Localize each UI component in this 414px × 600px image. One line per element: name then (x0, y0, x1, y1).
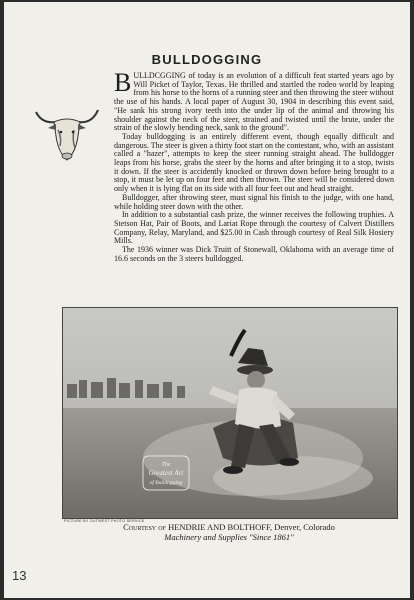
paragraph-5: The 1936 winner was Dick Truitt of Stonewall, Oklahoma with an average time of 16.6 seconds on the 3 steers bulldogged. (114, 245, 394, 263)
page-title: BULLDOGGING (151, 52, 263, 67)
bulldogging-photo (62, 307, 398, 519)
document-page (4, 2, 410, 598)
page-number: 13 (12, 568, 27, 583)
drop-cap: B (114, 68, 132, 97)
paragraph-3: Bulldogger, after throwing steer, must signal his finish to the judge, with one hand, while holding steer down with the other. (114, 192, 394, 211)
watermark-line-2: Greatest Art (148, 469, 184, 477)
steer-head-illustration (32, 102, 102, 164)
courtesy-block (62, 522, 396, 542)
watermark-line-3: of Bulldogging (149, 480, 183, 486)
courtesy-name: HENDRIE AND BOLTHOFF, Denver, Colorado (168, 522, 335, 532)
watermark-line-1: The (161, 462, 171, 468)
courtesy-prefix: Courtesy of (123, 522, 166, 532)
paragraph-2: Today bulldogging is an entirely different event, though equally difficult and dangerous. The steer is given a thirty foot start on the contestant, who, with an assistant called a "hazer", attempts to keep the steer running straight ahead. The bulldogger leaps from his horse, grabs the steer by the horns and after bringing it to a stop, twists it down. If the steer is accidently knocked or thrown down before being brought to a stop, it must be let up on four feet and then thrown. The steer will be considered down only when it is lying flat on its side with all four feet out and head straight. (114, 131, 394, 194)
paragraph-1: BULLDCGGING of today is an evolution of a difficult feat started years ago by Will Picket of Taylor, Texas. He thrilled and startled the rodeo world by leaping from his horse to the horns of a running steer and then throwing the steer without the use of his hands. A local paper of August 30, 1904 in describing this event said, "He sank his strong ivory teeth into the under lip of the animal and throwing his shoulder against the neck of the steer, strained and twisted until the brute, under the strain of the slowly bending neck, sank to the ground". (114, 68, 394, 133)
photo-credit: PICTURE BY OUTWEST PHOTO SERVICE (64, 519, 145, 523)
courtesy-tagline: Machinery and Supplies "Since 1861" (164, 532, 294, 542)
paragraph-4: In addition to a substantial cash prize, the winner receives the following trophies. A Stetson Hat, Pair of Boots, and Lariat Rope through the courtesy of Calvert Distillers Company, Relay, Maryland, and $25.00 in Cash through courtesy of Real Silk Hosiery Mills. (114, 210, 394, 246)
courtesy-line (62, 522, 396, 532)
article-body (114, 68, 394, 263)
